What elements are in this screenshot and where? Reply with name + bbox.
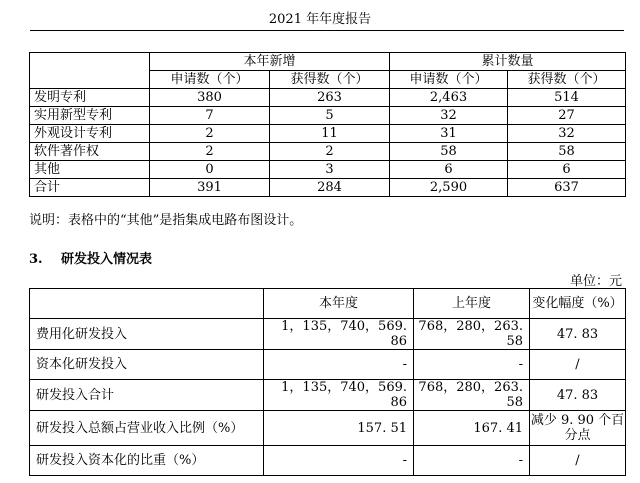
table-cell: 47. 83	[530, 380, 626, 411]
table-cell: 7	[150, 107, 270, 125]
patent-table	[29, 52, 626, 197]
table-cell: 284	[270, 179, 390, 197]
table-cell: 768，280，263. 58	[414, 319, 530, 350]
table-cell: 514	[508, 89, 626, 107]
table-row	[30, 350, 626, 380]
table-row	[30, 125, 626, 143]
col-header: 申请数（个）	[150, 71, 270, 89]
table-cell: 157. 51	[264, 411, 414, 446]
table-cell: 2,463	[390, 89, 508, 107]
table-row	[30, 107, 626, 125]
table-cell: /	[530, 350, 626, 380]
table-cell: -	[414, 446, 530, 476]
table-cell: 58	[508, 143, 626, 161]
table-row	[30, 446, 626, 476]
table-cell: 58	[390, 143, 508, 161]
table-cell: 31	[390, 125, 508, 143]
col-header: 获得数（个）	[270, 71, 390, 89]
group-header-cumulative: 累计数量	[390, 53, 626, 71]
group-header-new: 本年新增	[150, 53, 390, 71]
table-cell: 768，280，263. 58	[414, 380, 530, 411]
table-cell: /	[530, 446, 626, 476]
table-corner-cell	[30, 53, 150, 89]
table-header-row	[30, 53, 626, 71]
table-cell: 0	[150, 161, 270, 179]
table-row	[30, 319, 626, 350]
table-cell: 1，135，740，569. 86	[264, 319, 414, 350]
table-cell: 2	[150, 143, 270, 161]
table-cell: 6	[508, 161, 626, 179]
col-header-current-year: 本年度	[264, 289, 414, 319]
row-label: 研发投入总额占营业收入比例（%）	[30, 411, 264, 446]
row-label: 外观设计专利	[30, 125, 150, 143]
table-row	[30, 89, 626, 107]
table-cell: 167. 41	[414, 411, 530, 446]
table-cell: 27	[508, 107, 626, 125]
header-rule	[30, 30, 624, 31]
row-label: 实用新型专利	[30, 107, 150, 125]
table-cell: 3	[270, 161, 390, 179]
row-label: 其他	[30, 161, 150, 179]
table-cell: 2,590	[390, 179, 508, 197]
table-cell: 减少 9. 90 个百分点	[530, 411, 626, 446]
table-row	[30, 380, 626, 411]
table-cell: 47. 83	[530, 319, 626, 350]
row-label: 研发投入资本化的比重（%）	[30, 446, 264, 476]
section-heading	[29, 248, 152, 267]
row-label: 研发投入合计	[30, 380, 264, 411]
table-cell: -	[264, 350, 414, 380]
table-row	[30, 143, 626, 161]
col-header: 获得数（个）	[508, 71, 626, 89]
section-number: 3.	[29, 252, 43, 267]
table-row	[30, 411, 626, 446]
table-row	[30, 161, 626, 179]
row-label: 资本化研发投入	[30, 350, 264, 380]
table-cell: 32	[390, 107, 508, 125]
row-label: 发明专利	[30, 89, 150, 107]
col-header-change: 变化幅度（%）	[530, 289, 626, 319]
table-cell: 32	[508, 125, 626, 143]
table-header-row	[30, 289, 626, 319]
table-note: 说明：表格中的“其他”是指集成电路布图设计。	[29, 213, 303, 228]
table-total-row	[30, 179, 626, 197]
table-cell: 391	[150, 179, 270, 197]
table-cell: 2	[270, 143, 390, 161]
col-header-previous-year: 上年度	[414, 289, 530, 319]
page-header: 2021 年年度报告	[268, 12, 372, 27]
section-title: 研发投入情况表	[61, 252, 153, 267]
unit-label: 单位：元	[569, 274, 622, 289]
table-cell: 1，135，740，569. 86	[264, 380, 414, 411]
table-cell: -	[264, 446, 414, 476]
table-cell: 637	[508, 179, 626, 197]
row-label: 费用化研发投入	[30, 319, 264, 350]
table-corner-cell	[30, 289, 264, 319]
table-cell: 11	[270, 125, 390, 143]
table-cell: -	[414, 350, 530, 380]
table-cell: 380	[150, 89, 270, 107]
table-cell: 263	[270, 89, 390, 107]
rd-investment-table	[29, 288, 626, 476]
col-header: 申请数（个）	[390, 71, 508, 89]
table-cell: 6	[390, 161, 508, 179]
table-cell: 2	[150, 125, 270, 143]
table-cell: 5	[270, 107, 390, 125]
row-label: 合计	[30, 179, 150, 197]
row-label: 软件著作权	[30, 143, 150, 161]
